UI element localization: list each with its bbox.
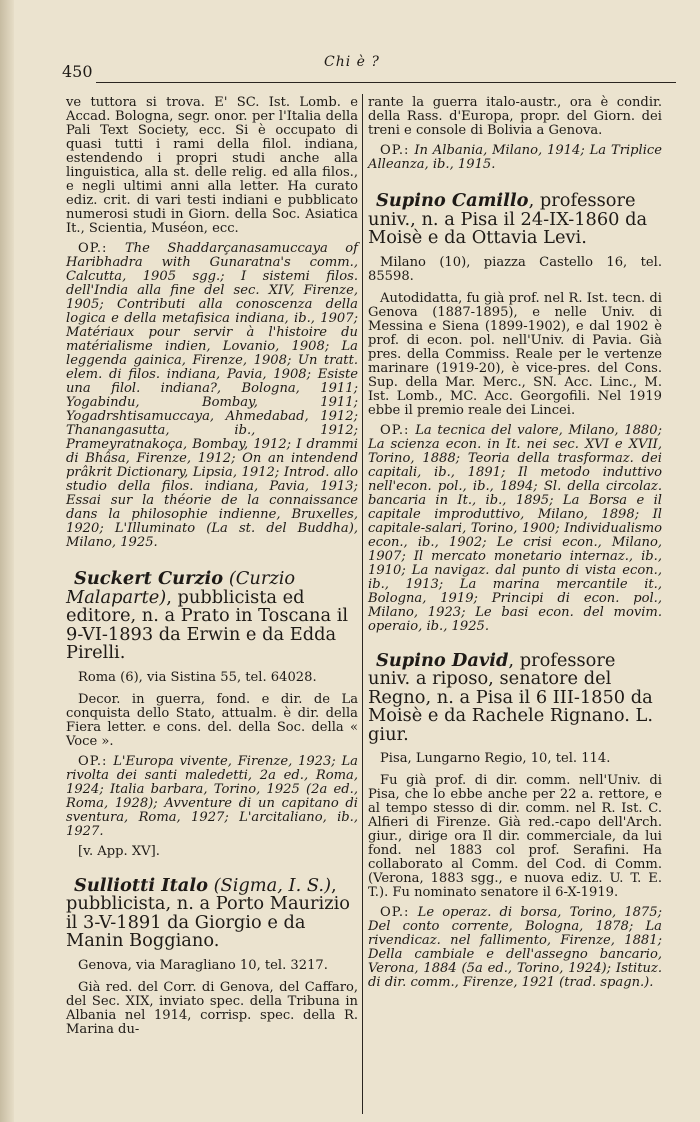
- op-label: OP.:: [380, 905, 410, 920]
- entry-heading: [368, 192, 662, 248]
- works-paragraph: [368, 144, 662, 172]
- entry-name: Supino David: [376, 649, 509, 671]
- continued-bio: rante la guerra italo-austr., ora è condir. della Rass. d'Europa, propr. del Giorn. dei treni e console di Bolivia a Genova.: [368, 95, 662, 138]
- works-paragraph: [368, 906, 662, 990]
- page-header: [60, 54, 670, 86]
- right-column: [368, 96, 662, 996]
- entry-address: Pisa, Lungarno Regio, 10, tel. 114.: [380, 751, 611, 766]
- page-edge: [0, 0, 14, 1122]
- entry-heading: [66, 874, 358, 951]
- op-label: OP.:: [78, 753, 108, 769]
- header-rule: [96, 82, 676, 83]
- entry-heading-details: , professore univ. a riposo, senatore del Regno, n. a Pisa il 6 III-1850 da Moisè e da Rachele Rignano. L. giur.: [368, 649, 654, 745]
- works-paragraph: [368, 424, 662, 634]
- op-label: OP.:: [78, 241, 108, 256]
- entry-name: Sulliotti Italo: [74, 874, 208, 896]
- entry-bio: Già red. del Corr. di Genova, del Caffaro, del Sec. XIX, inviato spec. della Tribuna in Albania nel 1914, corrisp. spec. della R. Marina du-: [66, 979, 358, 1037]
- works-paragraph: [66, 242, 358, 550]
- entry-supino-david: [368, 649, 662, 991]
- column-divider: [362, 94, 363, 1114]
- entry-name: Supino Camillo: [376, 190, 529, 211]
- entry-heading-details: , professore univ., n. a Pisa il 24-IX-1860 da Moisè e da Ottavia Levi.: [368, 190, 648, 248]
- entry-bio: Autodidatta, fu già prof. nel R. Ist. tecn. di Genova (1887-1895), e nelle Univ. di Messina e Siena (1899-1902), e dal 1902 è prof. di econ. pol. nell'Univ. di Pavia. Già pres. della Commiss. Reale per le vertenze marinare (1919-20), è vice-pres. del Cons. Sup. della Mar. Merc., SN. Acc. Linc., M. Ist. Lomb., MC. Acc. Georgofili. Nel 1919 ebbe il premio reale dei Lincei.: [368, 290, 662, 418]
- op-label: OP.:: [380, 143, 410, 158]
- cross-reference: [v. App. XV].: [78, 843, 160, 859]
- entry-supino-camillo: [368, 192, 662, 634]
- works-list: Le operaz. di borsa, Torino, 1875; Del conto corrente, Bologna, 1878; La rivendicaz. nel fallimento, Firenze, 1881; Della cambiale e dell'assegno bancario, Verona, 1884 (5a ed., Torino, 1924); Istituz. di dir. comm., Firenze, 1921 (trad. spagn.).: [368, 905, 662, 990]
- entry-bio: Fu già prof. di dir. comm. nell'Univ. di Pisa, che lo ebbe anche per 22 a. rettore, e al tempo stesso di dir. comm. nel R. Ist. C. Alfieri di Firenze. Già red.-capo dell'Arch. giur., dirige ora Il dir. commerciale, da lui fond. nel 1883 col prof. Serafini. Ha collaborato al Comm. del Cod. di Comm. (Verona, 1883 sgg., e nuova ediz. U. T. E. T.). Fu nominato senatore il 6-X-1919.: [368, 773, 662, 900]
- entry-heading-details: , pubblicista ed editore, n. a Prato in Toscana il 9-VI-1893 da Erwin e da Edda Pirelli.: [66, 586, 349, 663]
- left-column: [66, 96, 358, 1043]
- continued-bio: ve tuttora si trova. E' SC. Ist. Lomb. e Accad. Bologna, segr. onor. per l'Italia della Pali Text Society, ecc. Si è occupato di quasi tutti i rami della filol. indiana, estendendo i propri studi anche alla linguistica, alla st. delle relig. ed alla filos., e negli ultimi anni alla letter. Ha curato ediz. crit. di vari testi indiani e pubblicato numerosi studi in Giorn. della Soc. Asiatica It., Scientia, Muséon, ecc.: [66, 95, 358, 236]
- entry-heading: [66, 570, 358, 663]
- entry-alias: (Sigma, I. S.): [213, 874, 332, 896]
- works-list: The Shaddarçanasamuccaya of Haribhadra with Gunaratna's comm., Calcutta, 1905 sgg.; I sistemi filos. dell'India alla fine del sec. XIV, Firenze, 1905; Contributi alla conoscenza della logica e della metafisica indiana, ib., 1907; Matériaux pour servir à l'histoire du matérialisme indien, Lovanio, 1908; La leggenda gainica, Firenze, 1908; Un tratt. elem. di filos. indiana, Pavia, 1908; Esiste una filol. indiana?, Bologna, 1911; Yogabindu, Bombay, 1911; Yogadrshtisamuccaya, Ahmedabad, 1912; Thanangasutta, ib., 1912; Prameyratnakoça, Bombay, 1912; I drammi di Bhâsa, Firenze, 1912; On an intendend prâkrit Dictionary, Lipsia, 1912; Introd. allo studio della filos. indiana, Pavia, 1913; Essai sur la théorie de la connaissance dans la philosophie indienne, Bruxelles, 1920; L'Illuminato (La st. del Buddha), Milano, 1925.: [66, 241, 358, 550]
- entry-alias: (Curzio Malaparte): [66, 568, 296, 608]
- works-list: L'Europa vivente, Firenze, 1923; La rivolta dei santi maledetti, 2a ed., Roma, 1924; Italia barbara, Torino, 1925 (2a ed., Roma, 1928); Avventure di un capitano di sventura, Roma, 1927; L'arcitaliano, ib., 1927.: [66, 753, 358, 839]
- page-number: 450: [62, 62, 93, 81]
- running-title: Chi è ?: [324, 54, 380, 70]
- entry-address: Milano (10), piazza Castello 16, tel. 85598.: [368, 254, 662, 284]
- works-list: La tecnica del valore, Milano, 1880; La scienza econ. in It. nei sec. XVI e XVII, Torino, 1888; Teoria della trasformaz. dei capitali, ib., 1891; Il metodo induttivo nell'econ. pol., ib., 1894; Sl. della circolaz. bancaria in It., ib., 1895; La Borsa e il capitale improduttivo, Milano, 1898; Il capitale-salari, Torino, 1900; Individualismo econ., ib., 1902; Le crisi econ., Milano, 1907; Il mercato monetario internaz., ib., 1910; La navigaz. dal punto di vista econ., ib., 1913; La marina mercantile it., Bologna, 1919; Principi di econ. pol., Milano, 1923; Le basi econ. del movim. operaio, ib., 1925.: [368, 422, 662, 634]
- entry-heading: [368, 649, 662, 745]
- entry-name: Suckert Curzio: [74, 568, 224, 589]
- works-list: In Albania, Milano, 1914; La Triplice Alleanza, ib., 1915.: [368, 143, 662, 172]
- entry-address: Roma (6), via Sistina 55, tel. 64028.: [78, 669, 317, 685]
- entry-heading-details: , pubblicista, n. a Porto Maurizio il 3-V-1891 da Giorgio e da Manin Boggiano.: [66, 874, 350, 951]
- entry-address: Genova, via Maragliano 10, tel. 3217.: [78, 957, 328, 973]
- op-label: OP.:: [380, 422, 410, 438]
- entry-sulliotti: [66, 874, 358, 1037]
- works-paragraph: [66, 755, 358, 839]
- entry-bio: Decor. in guerra, fond. e dir. de La conquista dello Stato, attualm. è dir. della Fiera letter. e cons. del. della Soc. della « Voce ».: [66, 691, 358, 749]
- entry-suckert: [66, 570, 358, 859]
